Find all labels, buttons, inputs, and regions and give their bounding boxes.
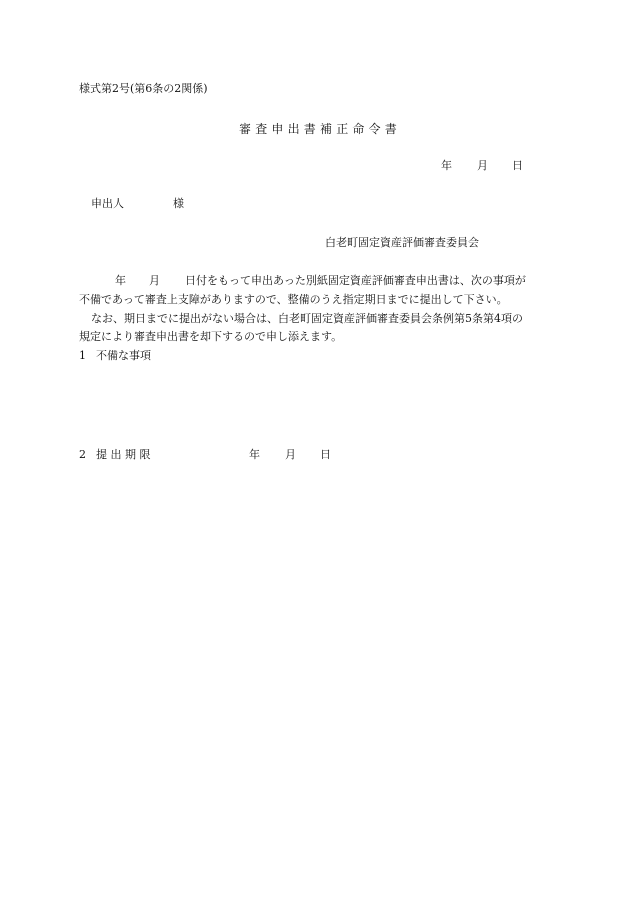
deadline-day: 日 [320, 448, 331, 461]
item2-label: 提 出 期 限 [96, 448, 151, 461]
applicant-label: 申出人 [91, 197, 124, 210]
body-line2-text: 不備であって審査上支障がありますので、整備のうえ指定期日までに提出して下さい。 [79, 293, 508, 306]
body-line4-text: 規定により審査申出書を却下するので申し添えます。 [79, 330, 343, 343]
document-title: 審査申出書補正命令書 [239, 122, 402, 136]
item2-number: 2 [79, 448, 86, 461]
issuer-name: 白老町固定資産評価審査委員会 [325, 236, 479, 249]
body-line3-text: なお、期日までに提出がない場合は、白老町固定資産評価審査委員会条例第5条第4項の [91, 312, 523, 325]
body-line1-year: 年 [115, 274, 126, 287]
body-line1-month: 月 [149, 274, 160, 287]
issue-date-year: 年 [441, 159, 452, 172]
item1-number: 1 [79, 349, 86, 362]
issue-date-month: 月 [477, 159, 488, 172]
form-number-label: 様式第2号(第6条の2関係) [79, 82, 208, 95]
item1-label: 不備な事項 [96, 349, 151, 362]
applicant-honorific: 様 [173, 197, 184, 210]
deadline-month: 月 [285, 448, 296, 461]
deadline-year: 年 [249, 448, 260, 461]
body-line1-text: 日付をもって申出あった別紙固定資産評価審査申出書は、次の事項が [185, 274, 526, 287]
issue-date-day: 日 [512, 159, 523, 172]
